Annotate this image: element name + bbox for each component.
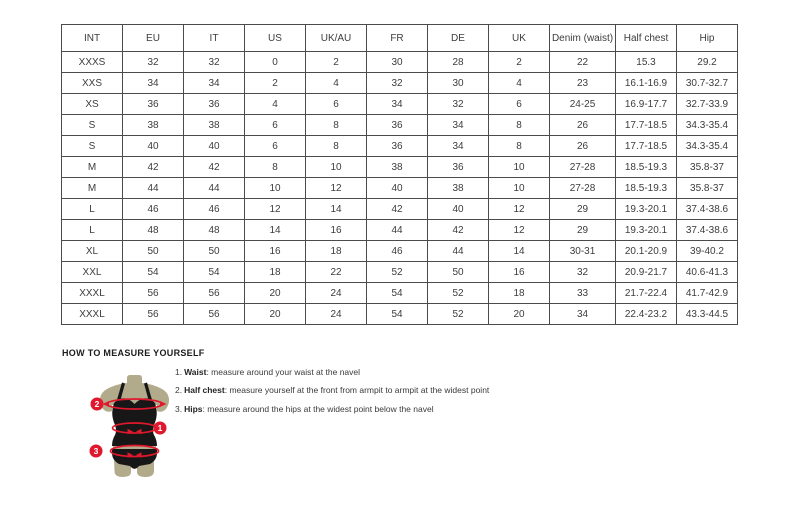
table-cell: 56 <box>123 304 184 325</box>
table-cell: 22 <box>550 52 616 73</box>
instruction-text: : measure around your waist at the navel <box>206 367 361 377</box>
table-cell: 20 <box>489 304 550 325</box>
table-cell: 4 <box>245 94 306 115</box>
table-cell: 6 <box>245 136 306 157</box>
table-cell: 30-31 <box>550 241 616 262</box>
table-cell: 50 <box>123 241 184 262</box>
table-cell: 30 <box>428 73 489 94</box>
table-cell: 6 <box>489 94 550 115</box>
table-cell: XS <box>62 94 123 115</box>
table-cell: 27-28 <box>550 157 616 178</box>
table-cell: M <box>62 157 123 178</box>
table-cell: 8 <box>245 157 306 178</box>
measure-instructions-list <box>175 368 489 423</box>
table-cell: 40 <box>428 199 489 220</box>
table-cell: 16.9-17.7 <box>616 94 677 115</box>
table-cell: 36 <box>123 94 184 115</box>
instruction-number: 3. <box>175 403 183 414</box>
badge-chest-number: 2 <box>94 399 100 409</box>
table-row <box>62 52 738 73</box>
table-cell: 34.3-35.4 <box>677 136 738 157</box>
table-cell: 8 <box>489 115 550 136</box>
table-cell: 39-40.2 <box>677 241 738 262</box>
table-row <box>62 304 738 325</box>
measure-instruction <box>175 405 489 415</box>
table-cell: 37.4-38.6 <box>677 220 738 241</box>
table-cell: 32.7-33.9 <box>677 94 738 115</box>
table-cell: XXL <box>62 262 123 283</box>
table-cell: 33 <box>550 283 616 304</box>
table-cell: 44 <box>428 241 489 262</box>
table-cell: 46 <box>184 199 245 220</box>
column-header: IT <box>184 25 245 52</box>
table-cell: 38 <box>428 178 489 199</box>
table-cell: 18.5-19.3 <box>616 157 677 178</box>
table-cell: 14 <box>306 199 367 220</box>
table-cell: XXXL <box>62 283 123 304</box>
table-cell: 46 <box>367 241 428 262</box>
table-cell: 38 <box>184 115 245 136</box>
table-cell: 54 <box>367 304 428 325</box>
table-cell: 8 <box>306 136 367 157</box>
table-cell: 52 <box>428 304 489 325</box>
measure-instruction <box>175 368 489 378</box>
table-cell: 56 <box>123 283 184 304</box>
table-row <box>62 73 738 94</box>
table-cell: 35.8-37 <box>677 178 738 199</box>
table-cell: 10 <box>245 178 306 199</box>
column-header: DE <box>428 25 489 52</box>
table-cell: 2 <box>489 52 550 73</box>
instruction-text: : measure around the hips at the widest point below the navel <box>202 403 434 414</box>
table-cell: 32 <box>428 94 489 115</box>
table-row <box>62 262 738 283</box>
table-cell: 21.7-22.4 <box>616 283 677 304</box>
table-cell: 35.8-37 <box>677 157 738 178</box>
table-cell: 19.3-20.1 <box>616 199 677 220</box>
table-row <box>62 178 738 199</box>
table-cell: 27-28 <box>550 178 616 199</box>
table-cell: 34 <box>367 94 428 115</box>
table-cell: 17.7-18.5 <box>616 136 677 157</box>
table-cell: 56 <box>184 283 245 304</box>
table-cell: 54 <box>184 262 245 283</box>
table-cell: 18 <box>306 241 367 262</box>
table-row <box>62 157 738 178</box>
table-cell: 32 <box>550 262 616 283</box>
table-cell: L <box>62 199 123 220</box>
column-header: Half chest <box>616 25 677 52</box>
measure-instruction <box>175 386 489 396</box>
table-cell: 40.6-41.3 <box>677 262 738 283</box>
table-cell: 56 <box>184 304 245 325</box>
table-row <box>62 199 738 220</box>
table-cell: 20.1-20.9 <box>616 241 677 262</box>
table-cell: 20 <box>245 304 306 325</box>
table-cell: 6 <box>245 115 306 136</box>
table-cell: L <box>62 220 123 241</box>
table-row <box>62 115 738 136</box>
table-cell: 26 <box>550 115 616 136</box>
table-cell: 42 <box>367 199 428 220</box>
table-cell: 32 <box>367 73 428 94</box>
table-cell: 26 <box>550 136 616 157</box>
table-cell: 18 <box>489 283 550 304</box>
table-cell: 12 <box>245 199 306 220</box>
table-cell: 0 <box>245 52 306 73</box>
table-cell: 22.4-23.2 <box>616 304 677 325</box>
column-header: US <box>245 25 306 52</box>
table-cell: 54 <box>123 262 184 283</box>
table-cell: 30.7-32.7 <box>677 73 738 94</box>
table-cell: 12 <box>489 220 550 241</box>
table-cell: 19.3-20.1 <box>616 220 677 241</box>
table-cell: 20 <box>245 283 306 304</box>
instruction-term: Half chest <box>184 385 225 396</box>
table-cell: 50 <box>428 262 489 283</box>
measure-section-heading: HOW TO MEASURE YOURSELF <box>62 348 205 358</box>
table-cell: 23 <box>550 73 616 94</box>
table-cell: 32 <box>123 52 184 73</box>
table-cell: 15.3 <box>616 52 677 73</box>
table-cell: 42 <box>184 157 245 178</box>
table-row <box>62 283 738 304</box>
table-cell: XXXS <box>62 52 123 73</box>
table-cell: 10 <box>489 178 550 199</box>
table-cell: 12 <box>306 178 367 199</box>
table-cell: 22 <box>306 262 367 283</box>
table-cell: 30 <box>367 52 428 73</box>
mannequin-figure <box>88 374 183 480</box>
table-cell: 32 <box>184 52 245 73</box>
instruction-number: 1. <box>175 367 183 377</box>
column-header: FR <box>367 25 428 52</box>
column-header: Denim (waist) <box>550 25 616 52</box>
table-cell: 8 <box>306 115 367 136</box>
table-cell: 41.7-42.9 <box>677 283 738 304</box>
table-cell: 54 <box>367 283 428 304</box>
column-header: UK/AU <box>306 25 367 52</box>
badge-waist-number: 1 <box>157 423 163 433</box>
table-row <box>62 241 738 262</box>
table-cell: 44 <box>123 178 184 199</box>
table-cell: 2 <box>306 52 367 73</box>
table-cell: 43.3-44.5 <box>677 304 738 325</box>
table-cell: 16.1-16.9 <box>616 73 677 94</box>
table-cell: 16 <box>245 241 306 262</box>
table-cell: 14 <box>489 241 550 262</box>
table-row <box>62 136 738 157</box>
table-cell: 34.3-35.4 <box>677 115 738 136</box>
table-cell: 6 <box>306 94 367 115</box>
table-cell: 36 <box>428 157 489 178</box>
table-cell: 34 <box>123 73 184 94</box>
table-cell: 36 <box>184 94 245 115</box>
table-cell: 46 <box>123 199 184 220</box>
table-cell: M <box>62 178 123 199</box>
table-cell: 40 <box>184 136 245 157</box>
table-cell: XXXL <box>62 304 123 325</box>
table-cell: 24-25 <box>550 94 616 115</box>
table-cell: 52 <box>367 262 428 283</box>
table-header-row <box>62 25 738 52</box>
table-cell: 38 <box>367 157 428 178</box>
table-cell: S <box>62 136 123 157</box>
table-cell: 12 <box>489 199 550 220</box>
table-cell: 38 <box>123 115 184 136</box>
table-cell: 29 <box>550 220 616 241</box>
table-cell: 17.7-18.5 <box>616 115 677 136</box>
column-header: INT <box>62 25 123 52</box>
table-cell: 34 <box>550 304 616 325</box>
table-cell: 2 <box>245 73 306 94</box>
instruction-text: : measure yourself at the front from armpit to armpit at the widest point <box>224 385 490 396</box>
table-cell: 16 <box>489 262 550 283</box>
table-cell: 4 <box>489 73 550 94</box>
instruction-term: Hips <box>184 403 203 414</box>
column-header: Hip <box>677 25 738 52</box>
table-body <box>62 52 738 325</box>
table-cell: 34 <box>428 136 489 157</box>
table-cell: 44 <box>367 220 428 241</box>
table-cell: 52 <box>428 283 489 304</box>
table-cell: 48 <box>123 220 184 241</box>
table-cell: 4 <box>306 73 367 94</box>
table-cell: 24 <box>306 304 367 325</box>
table-cell: 42 <box>123 157 184 178</box>
table-cell: 18.5-19.3 <box>616 178 677 199</box>
table-cell: 36 <box>367 115 428 136</box>
table-cell: XXS <box>62 73 123 94</box>
table-row <box>62 220 738 241</box>
badge-hips-number: 3 <box>93 446 99 456</box>
column-header: EU <box>123 25 184 52</box>
table-cell: 10 <box>489 157 550 178</box>
instruction-number: 2. <box>175 385 183 396</box>
table-cell: 29 <box>550 199 616 220</box>
table-cell: 36 <box>367 136 428 157</box>
table-cell: 40 <box>367 178 428 199</box>
table-cell: 8 <box>489 136 550 157</box>
table-cell: 29.2 <box>677 52 738 73</box>
column-header: UK <box>489 25 550 52</box>
size-chart-table <box>61 24 738 325</box>
table-cell: 20.9-21.7 <box>616 262 677 283</box>
table-cell: 28 <box>428 52 489 73</box>
table-cell: XL <box>62 241 123 262</box>
table-cell: 14 <box>245 220 306 241</box>
table-cell: 48 <box>184 220 245 241</box>
instruction-term: Waist <box>184 367 207 377</box>
table-cell: 42 <box>428 220 489 241</box>
table-cell: 44 <box>184 178 245 199</box>
table-cell: 50 <box>184 241 245 262</box>
table-cell: S <box>62 115 123 136</box>
table-cell: 40 <box>123 136 184 157</box>
table-cell: 37.4-38.6 <box>677 199 738 220</box>
table-cell: 10 <box>306 157 367 178</box>
table-cell: 16 <box>306 220 367 241</box>
table-cell: 24 <box>306 283 367 304</box>
table-cell: 18 <box>245 262 306 283</box>
table-cell: 34 <box>184 73 245 94</box>
table-cell: 34 <box>428 115 489 136</box>
table-row <box>62 94 738 115</box>
